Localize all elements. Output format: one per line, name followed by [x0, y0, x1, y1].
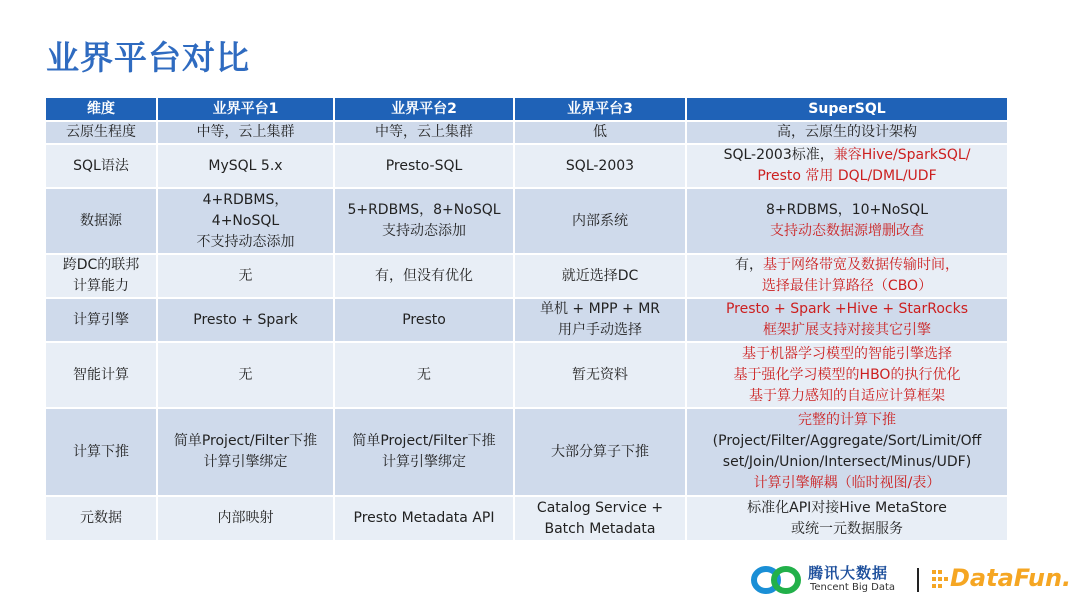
- table-row: [46, 298, 1008, 342]
- cell-platform-3: [514, 144, 686, 188]
- cell-supersql: [686, 496, 1008, 540]
- cell-line: 计算引擎解耦（临时视图/表）: [753, 475, 941, 491]
- cell-line: 跨DC的联邦: [62, 257, 140, 273]
- cell-line: 无: [417, 366, 431, 383]
- cell-platform-2: [334, 342, 514, 408]
- cell-platform-1: [157, 121, 334, 144]
- header-supersql: SuperSQL: [686, 98, 1008, 121]
- cell-platform-1: [157, 188, 334, 254]
- cell-line: Presto + Spark +Hive + StarRocks: [725, 301, 969, 317]
- comparison-table: [46, 98, 1009, 540]
- cell-line: 支持动态数据源增删改查: [770, 223, 924, 239]
- cell-line: set/Join/Union/Intersect/Minus/UDF): [722, 454, 972, 470]
- cell-supersql: [686, 144, 1008, 188]
- cell-line: 选择最佳计算路径（CBO）: [761, 278, 933, 294]
- cell-line: SQL语法: [73, 157, 129, 174]
- cell-platform-2: [334, 254, 514, 298]
- logo-divider: [917, 568, 919, 592]
- cell-line: 完整的计算下推: [798, 412, 896, 428]
- cell-supersql: [686, 121, 1008, 144]
- cell-line: 高，云原生的设计架构: [777, 124, 917, 140]
- cell-dimension: [46, 408, 157, 496]
- cell-line: 支持动态添加: [382, 223, 466, 239]
- page-title: 业界平台对比: [46, 38, 250, 77]
- cell-platform-3: [514, 496, 686, 540]
- table-row: [46, 342, 1008, 408]
- table-row: [46, 496, 1008, 540]
- table-row: [46, 144, 1008, 188]
- cell-dimension: [46, 188, 157, 254]
- cell-dimension: [46, 496, 157, 540]
- cell-line: 中等，云上集群: [196, 124, 295, 140]
- cell-platform-1: [157, 144, 334, 188]
- cell-platform-1: [157, 254, 334, 298]
- cell-line: 基于机器学习模型的智能引擎选择: [742, 345, 952, 362]
- cell-line: 计算引擎绑定: [203, 454, 288, 470]
- cell-platform-2: [334, 298, 514, 342]
- cell-line: Presto 常用 DQL/DML/UDF: [757, 168, 937, 184]
- cell-line-highlight: 基于网络带宽及数据传输时间，: [763, 257, 959, 273]
- cell-line: 元数据: [80, 510, 122, 526]
- cell-line: 或统一元数据服务: [791, 520, 903, 537]
- cell-dimension: [46, 298, 157, 342]
- cell-platform-2: [334, 188, 514, 254]
- cell-line: SQL-2003标准，兼容Hive/SparkSQL/: [723, 147, 971, 163]
- header-platform-3: 业界平台3: [514, 98, 686, 121]
- cell-line: Presto + Spark: [193, 311, 298, 328]
- cell-line: 5+RDBMS，8+NoSQL: [347, 202, 501, 218]
- cell-line: 有，基于网络带宽及数据传输时间，: [735, 257, 959, 273]
- cell-line-highlight: 兼容Hive/SparkSQL/: [833, 147, 971, 163]
- cell-line: 简单Project/Filter下推: [352, 433, 496, 449]
- cell-line: 大部分算子下推: [551, 443, 649, 460]
- cell-dimension: [46, 254, 157, 298]
- cell-line: 中等，云上集群: [375, 124, 473, 140]
- tencent-big-data-name: 腾讯大数据: [808, 564, 889, 582]
- cell-line: SQL-2003: [565, 157, 635, 174]
- cell-platform-3: [514, 121, 686, 144]
- cell-platform-3: [514, 254, 686, 298]
- cell-line: Batch Metadata: [544, 520, 656, 537]
- cell-line: 内部映射: [217, 510, 274, 526]
- cell-supersql: [686, 298, 1008, 342]
- cell-platform-1: [157, 408, 334, 496]
- cell-line: 智能计算: [73, 366, 129, 383]
- tencent-big-data-english: Tencent Big Data: [810, 582, 896, 593]
- cell-line: 简单Project/Filter下推: [173, 433, 318, 449]
- cell-line: 8+RDBMS，10+NoSQL: [765, 202, 928, 218]
- cell-supersql: [686, 188, 1008, 254]
- cell-line: 低: [593, 124, 607, 140]
- cell-line: 无: [238, 366, 253, 383]
- cell-supersql: [686, 408, 1008, 496]
- cell-supersql: [686, 342, 1008, 408]
- cell-line: 云原生程度: [66, 124, 136, 140]
- table-row: [46, 408, 1008, 496]
- header-dimension: 维度: [46, 98, 157, 121]
- cell-line: 基于算力感知的自适应计算框架: [749, 387, 945, 404]
- footer-logos: [750, 560, 1080, 600]
- cell-platform-3: [514, 342, 686, 408]
- cell-line: 4+NoSQL: [211, 212, 280, 229]
- cell-line: 暂无资料: [572, 366, 628, 383]
- cell-platform-3: [514, 408, 686, 496]
- cell-platform-3: [514, 188, 686, 254]
- cell-line: Presto Metadata API: [353, 510, 495, 526]
- cell-line: 无: [238, 267, 253, 284]
- cell-line: 就近选择DC: [561, 267, 639, 284]
- datafun-dots-icon: [930, 568, 952, 592]
- header-platform-2: 业界平台2: [334, 98, 514, 121]
- cell-platform-1: [157, 342, 334, 408]
- cell-platform-2: [334, 121, 514, 144]
- cell-dimension: [46, 121, 157, 144]
- cell-platform-2: [334, 408, 514, 496]
- cell-line: 计算引擎: [73, 311, 129, 328]
- cell-dimension: [46, 342, 157, 408]
- cell-dimension: [46, 144, 157, 188]
- cell-line: 基于强化学习模型的HBO的执行优化: [733, 366, 961, 383]
- cell-line: 不支持动态添加: [196, 233, 295, 250]
- table-row: [46, 254, 1008, 298]
- cell-platform-3: [514, 298, 686, 342]
- cell-line: 计算能力: [73, 278, 129, 294]
- cell-line: (Project/Filter/Aggregate/Sort/Limit/Off: [712, 433, 982, 449]
- cell-platform-1: [157, 298, 334, 342]
- table-body: [46, 121, 1008, 540]
- cell-line: 用户手动选择: [558, 322, 642, 338]
- cell-line: 有，但没有优化: [375, 267, 473, 284]
- cell-line: 标准化API对接Hive MetaStore: [747, 499, 947, 516]
- cell-platform-2: [334, 496, 514, 540]
- cell-line: Presto: [402, 311, 446, 328]
- cell-platform-2: [334, 144, 514, 188]
- cell-line: 计算下推: [73, 443, 129, 460]
- cell-supersql: [686, 254, 1008, 298]
- cell-line: 内部系统: [572, 212, 628, 229]
- table-row: [46, 188, 1008, 254]
- cell-line: Catalog Service +: [536, 499, 664, 516]
- cell-line: 单机 + MPP + MR: [539, 301, 661, 317]
- cell-platform-1: [157, 496, 334, 540]
- cell-line: MySQL 5.x: [208, 157, 283, 174]
- cell-line: 框架扩展支持对接其它引擎: [763, 322, 931, 338]
- table-header-row: [46, 98, 1008, 121]
- table-row: [46, 121, 1008, 144]
- cell-line: 4+RDBMS，: [202, 191, 289, 208]
- datafun-logo-text: DataFun.: [950, 564, 1072, 592]
- tencent-big-data-logo-icon: [750, 564, 802, 596]
- header-platform-1: 业界平台1: [157, 98, 334, 121]
- cell-line: 数据源: [80, 212, 122, 229]
- cell-line: 计算引擎绑定: [382, 454, 466, 470]
- cell-line: Presto-SQL: [385, 157, 463, 174]
